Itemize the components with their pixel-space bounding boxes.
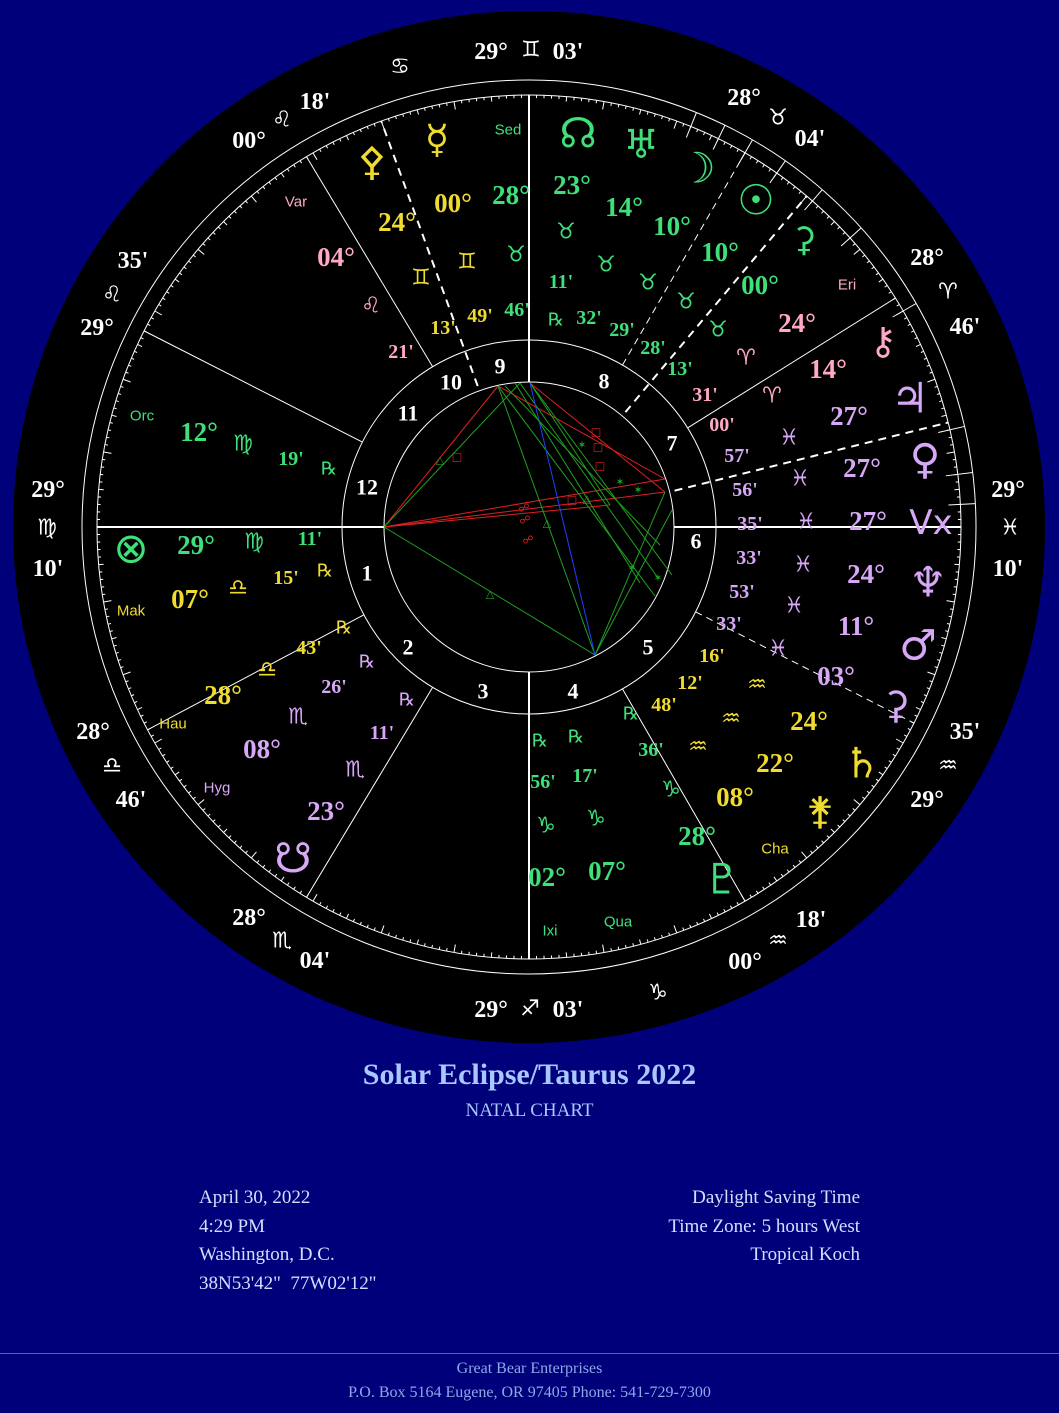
chiron-icon: ⚷ (869, 319, 897, 363)
libra-icon: ♎ (102, 754, 122, 779)
aspect-glyph: ✶ (653, 572, 662, 585)
haumea-yellow-retrograde-icon: ℞ (336, 618, 352, 639)
cusp-label: 18' (796, 907, 827, 933)
leo-pink-sign-icon: ♌ (361, 294, 381, 319)
degree-tick (110, 422, 113, 423)
pars-fortuna-degree: 29° (177, 530, 215, 560)
aspect-glyph: □ (452, 451, 462, 464)
venus-degree: 27° (843, 453, 881, 483)
aspect-glyph: △ (436, 454, 445, 467)
chiron-sign-icon: ♈ (762, 384, 782, 409)
cancer-icon: ♋ (390, 55, 410, 80)
capricorn-green-1-degree: 02° (528, 862, 566, 892)
mars-icon: ♂ (899, 621, 937, 670)
degree-tick (105, 609, 108, 610)
aspect-glyph: ✶ (627, 562, 636, 575)
eris-yellow-retrograde-icon: ℞ (317, 561, 333, 582)
capricorn-green-2-minute: 17' (572, 765, 598, 787)
cusp-label: 03' (553, 39, 584, 65)
eris-yellow-degree: 07° (171, 584, 209, 614)
degree-tick (439, 104, 440, 107)
mars-degree: 11° (838, 611, 874, 641)
south-node-icon: ☋ (274, 834, 311, 883)
degree-tick (447, 103, 448, 106)
aspect-glyph: ✶ (577, 439, 586, 452)
ceres-green-degree: 00° (741, 270, 779, 300)
taurus-icon: ♉ (768, 106, 788, 131)
event-details (199, 1184, 377, 1298)
aspect-glyph: △ (583, 493, 592, 506)
ceres-green-sign-icon: ♉ (708, 318, 728, 343)
house-number-4: 4 (568, 679, 579, 704)
house-number-1: 1 (362, 561, 373, 586)
aspect-glyph: □ (591, 426, 601, 439)
footer (0, 1353, 1059, 1413)
capricorn-green-1-sign-icon: ♑ (536, 814, 556, 839)
degree-tick (618, 104, 619, 107)
cusp-label: 03' (553, 997, 584, 1023)
house-system: Tropical Koch (668, 1241, 860, 1270)
juno-degree: 22° (756, 748, 794, 778)
aries-icon: ♈ (938, 280, 958, 305)
pallas-degree: 24° (378, 207, 416, 237)
pallas-minute: 13' (430, 317, 456, 339)
leo-pink-degree: 04° (317, 242, 355, 272)
asteroid-label: Eri (838, 277, 856, 294)
north-node-minute: 11' (549, 271, 573, 293)
jupiter-icon: ♃ (891, 374, 929, 423)
house-number-10: 10 (440, 370, 462, 395)
ceres-sign-icon: ♓ (768, 637, 788, 662)
asteroid-label: Hau (159, 716, 187, 733)
degree-tick (618, 947, 619, 950)
degree-tick (447, 948, 448, 951)
degree-tick (108, 430, 111, 431)
neptune-degree: 24° (847, 559, 885, 589)
saturn-degree: 24° (790, 706, 828, 736)
moon-sign-icon: ♉ (638, 271, 658, 296)
cusp-label: 35' (950, 719, 981, 745)
jupiter-minute: 57' (724, 445, 750, 467)
pluto-sign-icon: ♑ (661, 778, 681, 803)
capricorn-icon: ♑ (648, 981, 668, 1006)
vesta-degree: 08° (716, 782, 754, 812)
jupiter-degree: 27° (830, 401, 868, 431)
orcus-green-retrograde-icon: ℞ (321, 459, 337, 480)
mars-minute: 53' (729, 581, 755, 603)
footer-company: Great Bear Enterprises (0, 1360, 1059, 1378)
orcus-green-degree: 12° (180, 417, 218, 447)
leo-pink-minute: 21' (388, 341, 414, 363)
cusp-label: 29° (910, 787, 944, 813)
dst-note: Daylight Saving Time (668, 1184, 860, 1213)
sun-sign-icon: ♉ (676, 290, 696, 315)
aspect-glyph: △ (543, 517, 552, 530)
pars-fortuna-icon: ⊗ (113, 524, 148, 573)
chart-title: Solar Eclipse/Taurus 2022 (0, 1058, 1059, 1092)
asteroid-label: Orc (130, 408, 155, 425)
virgo-icon: ♍ (37, 516, 57, 541)
asteroid-label: Ixi (543, 923, 558, 940)
pluto-degree: 28° (678, 821, 716, 851)
leo-icon: ♌ (102, 283, 122, 308)
eris-yellow-minute: 15' (273, 567, 299, 589)
haumea-yellow-sign-icon: ♎ (257, 658, 277, 683)
degree-tick (106, 437, 109, 438)
house-number-7: 7 (667, 431, 678, 456)
moon-icon: ☽ (678, 144, 716, 193)
pars-fortuna-minute: 11' (298, 528, 322, 550)
footer-contact: P.O. Box 5164 Eugene, OR 97405 Phone: 541-729-7300 (0, 1384, 1059, 1402)
capricorn-green-2-degree: 07° (588, 856, 626, 886)
house-number-12: 12 (356, 475, 378, 500)
aspect-glyph: ☍ (519, 514, 530, 527)
jupiter-sign-icon: ♓ (779, 426, 799, 451)
north-node-sign-icon: ♉ (556, 220, 576, 245)
cusp-label: 46' (116, 787, 147, 813)
venus-retro-placeholder-degree: 28° (492, 180, 530, 210)
south-node-sign-icon: ♏ (345, 758, 365, 783)
chiron-minute: 00' (709, 414, 735, 436)
saturn-icon: ♄ (843, 739, 881, 788)
ceres-green-icon: ⚳ (792, 220, 817, 260)
degree-tick (105, 445, 108, 446)
eris-yellow-sign-icon: ♎ (228, 576, 248, 601)
chart-settings (668, 1184, 860, 1270)
cusp-label: 29° (474, 997, 508, 1023)
chart-subtitle: NATAL CHART (0, 1100, 1059, 1122)
cusp-label: 18' (300, 89, 331, 115)
degree-tick (110, 631, 113, 632)
orcus-green-minute: 19' (278, 448, 304, 470)
degree-tick (432, 945, 433, 948)
uranus-degree: 14° (605, 192, 643, 222)
cusp-label: 46' (950, 314, 981, 340)
neptune-minute: 33' (736, 547, 762, 569)
cusp-label: 29° (31, 477, 65, 503)
aspect-glyph: ✶ (615, 476, 624, 489)
degree-tick (633, 108, 634, 111)
north-node-degree: 23° (553, 170, 591, 200)
north-node-retrograde-icon: ℞ (548, 310, 564, 331)
degree-tick (432, 106, 433, 109)
uranus-sign-icon: ♉ (596, 253, 616, 278)
degree-tick (945, 631, 948, 632)
asteroid-label: Cha (761, 841, 789, 858)
cusp-label: 04' (300, 948, 331, 974)
lilith-degree: 08° (243, 734, 281, 764)
house-number-8: 8 (599, 369, 610, 394)
pallas-icon: ⚴ (357, 139, 386, 185)
scorpio-icon: ♏ (272, 929, 292, 954)
venus-minute: 56' (732, 479, 758, 501)
cusp-label: 28° (910, 245, 944, 271)
capricorn-green-1-minute: 56' (530, 771, 556, 793)
sun-minute: 28' (640, 337, 666, 359)
pluto-retrograde-icon: ℞ (623, 704, 639, 725)
degree-tick (949, 616, 952, 617)
degree-tick (108, 624, 111, 625)
south-node-retrograde-icon: ℞ (399, 690, 415, 711)
neptune-sign-icon: ♓ (793, 553, 813, 578)
leo-icon: ♌ (272, 108, 292, 133)
event-date: April 30, 2022 (199, 1184, 377, 1213)
asteroid-label: Sed (495, 122, 522, 139)
chiron-degree: 14° (809, 354, 847, 384)
juno-sign-icon: ♒ (721, 707, 741, 732)
mars-sign-icon: ♓ (784, 594, 804, 619)
degree-tick (626, 106, 627, 109)
vertex-sign-icon: ♓ (796, 510, 816, 535)
north-node-icon: ☊ (559, 109, 596, 158)
pisces-icon: ♓ (1000, 516, 1020, 541)
event-time: 4:29 PM (199, 1213, 377, 1242)
pallas-sign-icon: ♊ (411, 266, 431, 291)
capricorn-green-2-retrograde-icon: ℞ (568, 727, 584, 748)
asteroid-label: Var (285, 194, 307, 211)
uranus-minute: 32' (576, 307, 602, 329)
aquarius-icon: ♒ (938, 754, 958, 779)
sun-degree: 10° (701, 237, 739, 267)
sagittarius-icon: ♐ (520, 997, 540, 1022)
house-number-2: 2 (403, 635, 414, 660)
cusp-label: 29° (991, 477, 1025, 503)
cusp-label: 29° (80, 315, 114, 341)
lilith-sign-icon: ♏ (288, 705, 308, 730)
aspect-glyph: □ (595, 460, 605, 473)
uranus-icon: ♅ (623, 122, 659, 168)
pluto-minute: 36' (638, 739, 664, 761)
event-coordinates: 38N53'42" 77W02'12" (199, 1270, 377, 1299)
haumea-yellow-minute: 43' (296, 637, 322, 659)
house-number-9: 9 (495, 354, 506, 379)
ceres-degree: 03° (817, 661, 855, 691)
ceres-icon: ⚳ (882, 683, 910, 727)
degree-tick (949, 437, 952, 438)
pars-fortuna-sign-icon: ♍ (244, 530, 264, 555)
moon-minute: 29' (609, 319, 635, 341)
neptune-icon: ♆ (909, 558, 947, 607)
degree-tick (950, 445, 953, 446)
asteroid-label: Mak (117, 603, 146, 620)
sun-icon: ☉ (737, 176, 775, 225)
aspect-glyph: □ (593, 441, 603, 454)
aspect-glyph: ☍ (518, 502, 529, 515)
event-location: Washington, D.C. (199, 1241, 377, 1270)
vertex-degree: 27° (849, 506, 887, 536)
vesta-minute: 48' (651, 694, 677, 716)
degree-tick (611, 948, 612, 951)
cusp-label: 04' (795, 126, 826, 152)
venus-sign-icon: ♓ (790, 467, 810, 492)
saturn-minute: 16' (699, 645, 725, 667)
juno-minute: 12' (677, 672, 703, 694)
aries-pink-sign-icon: ♈ (736, 346, 756, 371)
aspect-glyph: △ (486, 588, 495, 601)
venus-icon: ♀ (910, 435, 941, 484)
pluto-icon: ♇ (703, 855, 741, 904)
venus-retro-placeholder-minute: 46' (504, 299, 530, 321)
aspect-glyph: ✶ (633, 484, 642, 497)
degree-tick (950, 609, 953, 610)
mercury-degree: 00° (434, 188, 472, 218)
cusp-label: 10' (33, 556, 64, 582)
house-number-11: 11 (398, 401, 419, 426)
cusp-label: 28° (727, 85, 761, 111)
mercury-sign-icon: ♊ (457, 250, 477, 275)
orcus-green-sign-icon: ♍ (233, 432, 253, 457)
cusp-label: 10' (993, 556, 1024, 582)
vertex-icon: Vx (909, 503, 952, 543)
degree-tick (106, 616, 109, 617)
degree-tick (626, 945, 627, 948)
cusp-label: 29° (474, 39, 508, 65)
saturn-sign-icon: ♒ (747, 673, 767, 698)
south-node-minute: 11' (370, 722, 394, 744)
aquarius-icon: ♒ (768, 929, 788, 954)
lilith-minute: 26' (321, 676, 347, 698)
ceres-minute: 33' (716, 613, 742, 635)
asteroid-label: Qua (604, 914, 633, 931)
juno-icon: ⚵ (806, 789, 834, 833)
cusp-label: 00° (232, 128, 266, 154)
degree-tick (633, 943, 634, 946)
capricorn-green-2-sign-icon: ♑ (586, 807, 606, 832)
house-number-5: 5 (643, 635, 654, 660)
south-node-degree: 23° (307, 796, 345, 826)
vesta-sign-icon: ♒ (688, 735, 708, 760)
mercury-icon: ☿ (425, 117, 450, 163)
cusp-label: 35' (118, 248, 149, 274)
degree-tick (611, 103, 612, 106)
degree-tick (947, 624, 950, 625)
moon-degree: 10° (653, 211, 691, 241)
aries-pink-degree: 24° (778, 308, 816, 338)
aspect-glyph: □ (567, 494, 577, 507)
vertex-minute: 35' (737, 513, 763, 535)
ceres-green-minute: 13' (667, 358, 693, 380)
cusp-label: 28° (76, 719, 110, 745)
cusp-label: 28° (232, 905, 266, 931)
gemini-icon: ♊ (521, 38, 541, 63)
mercury-minute: 49' (467, 305, 493, 327)
house-number-6: 6 (691, 529, 702, 554)
aries-pink-minute: 31' (692, 384, 718, 406)
cusp-label: 00° (728, 949, 762, 975)
venus-retro-placeholder-sign-icon: ♉ (506, 243, 526, 268)
degree-tick (424, 943, 425, 946)
lilith-retrograde-icon: ℞ (359, 652, 375, 673)
aspect-glyph: ☍ (522, 534, 533, 547)
asteroid-label: Hyg (204, 780, 231, 797)
haumea-yellow-degree: 28° (204, 680, 242, 710)
capricorn-green-1-retrograde-icon: ℞ (532, 731, 548, 752)
degree-tick (439, 947, 440, 950)
degree-tick (424, 108, 425, 111)
time-zone: Time Zone: 5 hours West (668, 1213, 860, 1242)
house-number-3: 3 (478, 679, 489, 704)
